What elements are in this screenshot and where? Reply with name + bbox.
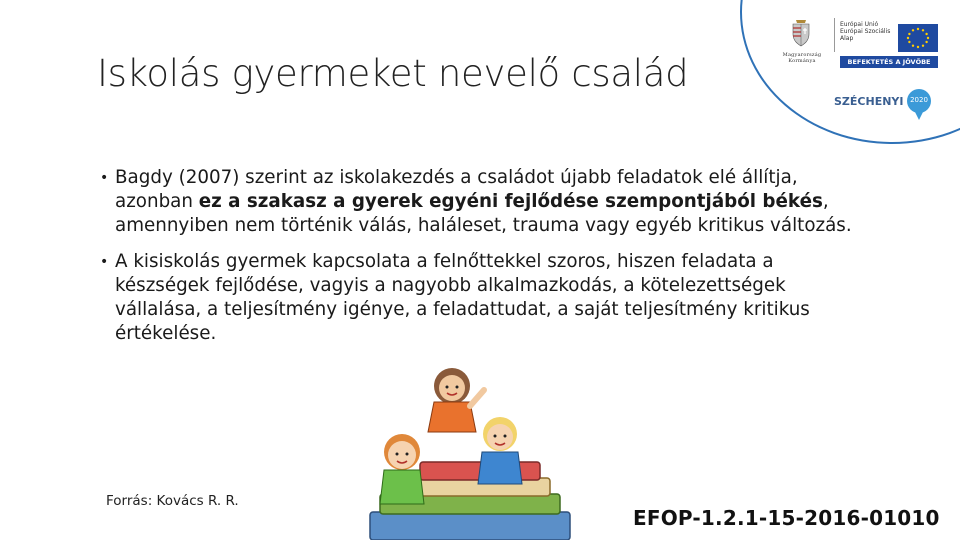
szechenyi-logo-text: SZÉCHENYI xyxy=(834,95,904,108)
coat-of-arms-icon xyxy=(790,18,812,48)
slide-title: Iskolás gyermeket nevelő család xyxy=(97,52,689,95)
bullet-text-bold: ez a szakasz a gyerek egyéni fejlődése szempontjából békés xyxy=(198,191,823,212)
bullet-text: A kisiskolás gyermek kapcsolata a felnőttekkel szoros, hiszen feladata a készségek fejlődése, vagyis a nagyobb alkalmazkodás, a kötelezettségek vállalása, a teljesítmény igénye, a feladattudat, a saját teljesítmény kritikus értékelése. xyxy=(115,251,810,344)
bullet-item xyxy=(100,166,860,238)
logo-divider xyxy=(834,18,835,52)
bullet-item xyxy=(100,250,860,346)
bullet-text: Bagdy (2007) szerint az iskolakezdés a családot újabb feladatok elé állítja, azonban xyxy=(115,167,798,212)
bullet-list xyxy=(100,166,860,358)
project-code: EFOP-1.2.1-15-2016-01010 xyxy=(633,506,940,530)
eu-flag-icon xyxy=(898,24,938,52)
eu-fund-text: Európai Unió Európai Szociális Alap xyxy=(840,21,891,42)
eu-investment-banner: BEFEKTETÉS A JÖVŐBE xyxy=(840,56,938,68)
location-pin-icon xyxy=(913,110,925,120)
szechenyi-year: 2020 xyxy=(910,96,928,104)
source-note: Forrás: Kovács R. R. xyxy=(106,493,239,509)
government-caption: Magyarország Kormánya xyxy=(782,52,822,64)
children-on-books-illustration xyxy=(360,362,592,540)
bullet-text: , amennyiben nem történik válás, haláleset, trauma vagy egyéb kritikus változás. xyxy=(115,191,852,236)
